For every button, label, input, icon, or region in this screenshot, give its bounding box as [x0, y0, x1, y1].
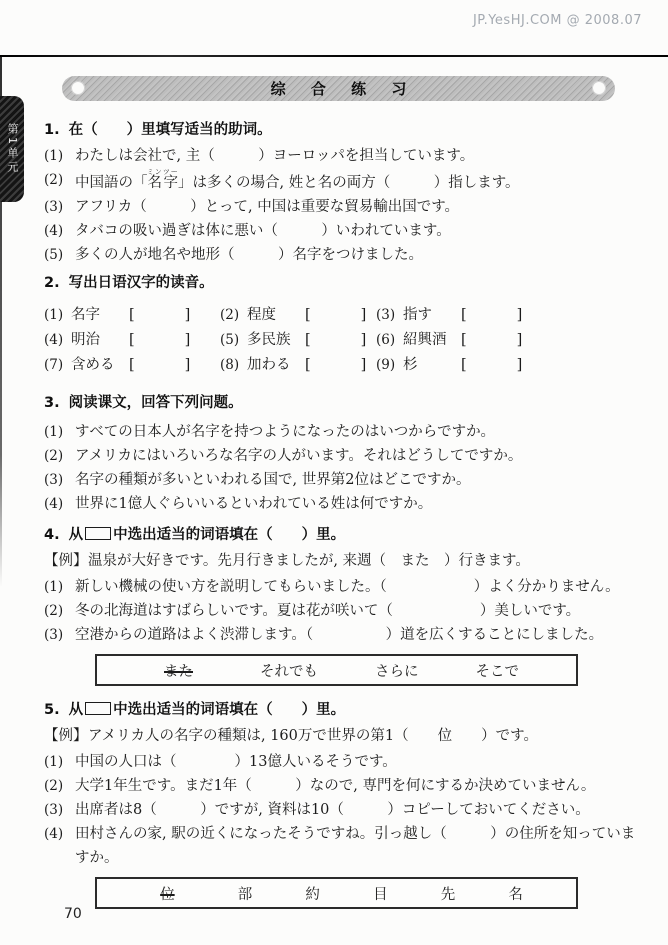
- item-text-pre: 中国語の「: [75, 175, 148, 191]
- item-number: (4): [44, 496, 64, 512]
- section-1-items: [44, 144, 646, 267]
- item-number: (3): [376, 307, 396, 323]
- question-item: [44, 444, 646, 468]
- item-number: (1): [44, 307, 64, 323]
- item-number: (2): [44, 172, 64, 188]
- banner-right-circle: [592, 81, 606, 95]
- item-text: 田村さんの家, 駅の近くになったそうですね。引っ越し（ ）の住所を知っていますか。: [75, 826, 636, 866]
- item-number: (1): [44, 579, 64, 595]
- bracket-close: ]: [360, 307, 367, 323]
- question-item: [44, 599, 646, 623]
- ruby-base: 名字: [146, 175, 179, 191]
- reading-cell: [376, 353, 646, 378]
- bracket-open: [: [305, 332, 311, 348]
- word-option: それでも: [260, 663, 318, 680]
- question-item: [44, 798, 646, 822]
- bracket-close: ]: [360, 332, 367, 348]
- item-number: (4): [44, 826, 64, 842]
- kanji-word: 杉: [403, 357, 418, 373]
- word-choice-box: [95, 877, 578, 909]
- item-number: (3): [44, 627, 64, 643]
- section-number: 1.: [44, 122, 60, 138]
- item-text: 出席者は8（ ）ですが, 資料は10（ ）コピーしておいてください。: [75, 802, 590, 818]
- item-text: アメリカにはいろいろな名字の人がいます。それはどうしてですか。: [75, 448, 523, 464]
- section-5-items: [44, 750, 646, 870]
- word-option: 先: [440, 886, 456, 903]
- example-text: アメリカ人の名字の種類は, 160万で世界の第1（ 位 ）です。: [88, 728, 538, 744]
- question-item: [44, 420, 646, 444]
- item-text: 大学1年生です。まだ1年（ ）なので, 専門を何にするか決めていません。: [75, 778, 596, 794]
- item-text: 世界に1億人ぐらいいるといわれている姓は何ですか。: [75, 496, 433, 512]
- bracket-close: ]: [184, 357, 191, 373]
- section-4-items: [44, 575, 646, 647]
- example-line: [44, 549, 646, 573]
- item-number: (2): [44, 448, 64, 464]
- item-number: (6): [376, 332, 396, 348]
- item-text: 多くの人が地名や地形（ ）名字をつけました。: [75, 247, 423, 263]
- bracket-close: ]: [360, 357, 367, 373]
- item-number: (3): [44, 802, 64, 818]
- section-4: [44, 523, 646, 686]
- item-text: 新しい機械の使い方を説明してもらいました。（ ）よく分かりません。: [75, 579, 620, 595]
- item-number: (4): [44, 332, 64, 348]
- item-number: (1): [44, 754, 64, 770]
- question-item: [44, 750, 646, 774]
- question-item: [44, 623, 646, 647]
- bracket-close: ]: [184, 307, 191, 323]
- kanji-word: 明治: [71, 332, 100, 348]
- blank-box-icon: [85, 702, 111, 715]
- word-option: 目: [373, 886, 388, 903]
- section-5: [44, 698, 646, 909]
- kanji-word: 多民族: [247, 332, 291, 348]
- example-label: 【例】: [44, 728, 88, 744]
- word-option: 名: [508, 886, 523, 903]
- kanji-word: 名字: [71, 307, 100, 323]
- kanji-word: 加わる: [247, 357, 291, 373]
- reading-cell: [376, 303, 646, 328]
- section-3-header: [44, 391, 646, 415]
- reading-cell: [44, 303, 220, 328]
- item-number: (7): [44, 357, 64, 373]
- item-number: (8): [220, 357, 240, 373]
- section-title: [69, 523, 346, 547]
- title-post: 中选出适当的词语填在（ ）里。: [113, 702, 346, 718]
- bracket-open: [: [129, 332, 135, 348]
- item-text: 空港からの道路はよく渋滞します。（ ）道を広くすることにしました。: [75, 627, 604, 643]
- section-number: 2.: [44, 275, 60, 291]
- section-2: [44, 271, 646, 378]
- bracket-open: [: [461, 357, 467, 373]
- word-option: さらに: [375, 663, 419, 680]
- example-text: 温泉が大好きです。先月行きましたが, 来週（ また ）行きます。: [88, 553, 530, 569]
- watermark: JP.YesHJ.COM @ 2008.07: [472, 13, 642, 28]
- question-item: [44, 219, 646, 243]
- section-3: [44, 391, 646, 516]
- item-text: 中国の人口は（ ）13億人いるそうです。: [75, 754, 397, 770]
- section-number: 4.: [44, 527, 60, 543]
- item-text: アフリカ（ ）とって, 中国は重要な貿易輸出国です。: [75, 199, 460, 215]
- bracket-open: [: [305, 357, 311, 373]
- section-title: 在（ ）里填写适当的助词。: [68, 122, 272, 138]
- question-item: [44, 243, 646, 267]
- item-number: (3): [44, 199, 64, 215]
- word-option: 部: [237, 886, 253, 903]
- banner-title: 综 合 练 习: [270, 80, 417, 98]
- word-option: そこで: [475, 663, 519, 680]
- section-5-header: [44, 698, 646, 722]
- bracket-close: ]: [184, 332, 191, 348]
- item-number: (3): [44, 472, 64, 488]
- item-text: [75, 168, 646, 195]
- item-number: (2): [44, 778, 64, 794]
- bracket-close: ]: [516, 307, 523, 323]
- unit-tab-label: 第1单元: [6, 123, 19, 175]
- question-item: [44, 774, 646, 798]
- word-option: 位: [160, 886, 175, 903]
- word-option: また: [164, 663, 193, 680]
- word-choice-box: [95, 654, 578, 686]
- bracket-open: [: [461, 307, 467, 323]
- kanji-word: 程度: [247, 307, 276, 323]
- section-3-items: [44, 420, 646, 516]
- question-item: [44, 468, 646, 492]
- item-number: (9): [376, 357, 396, 373]
- item-number: (2): [44, 603, 64, 619]
- bracket-close: ]: [516, 332, 523, 348]
- question-item: [44, 822, 646, 870]
- question-item: [44, 492, 646, 516]
- item-text: 名字の種類が多いといわれる国で, 世界第2位はどこですか。: [75, 472, 471, 488]
- title-post: 中选出适当的词语填在（ ）里。: [113, 527, 346, 543]
- ruby-furigana: ミンツー: [146, 168, 179, 176]
- section-banner: [62, 76, 615, 101]
- section-1-header: [44, 118, 646, 142]
- item-text: タバコの吸い過ぎは体に悪い（ ）いわれています。: [75, 223, 451, 239]
- section-title: 写出日语汉字的读音。: [68, 275, 214, 291]
- word-option: 約: [305, 886, 320, 903]
- item-text-post: 」は多くの場合, 姓と名の両方（ ）指します。: [178, 175, 520, 191]
- bracket-open: [: [461, 332, 467, 348]
- kanji-word: 含める: [71, 357, 115, 373]
- title-pre: 从: [68, 527, 84, 543]
- kanji-word: 紹興酒: [403, 332, 447, 348]
- question-item: [44, 144, 646, 168]
- reading-grid: [44, 303, 646, 378]
- bracket-close: ]: [516, 357, 523, 373]
- reading-cell: [44, 353, 220, 378]
- banner-left-circle: [71, 81, 85, 95]
- section-4-header: [44, 523, 646, 547]
- section-number: 5.: [44, 702, 60, 718]
- unit-tab: [0, 96, 24, 202]
- reading-cell: [376, 328, 646, 353]
- question-item: [44, 575, 646, 599]
- example-line: [44, 724, 646, 748]
- title-pre: 从: [68, 702, 84, 718]
- bracket-open: [: [129, 357, 135, 373]
- section-1: [44, 118, 646, 267]
- kanji-word: 指す: [403, 307, 432, 323]
- top-rule-divider: [0, 55, 668, 57]
- reading-cell: [220, 353, 376, 378]
- item-text: 冬の北海道はすばらしいです。夏は花が咲いて（ ）美しいです。: [75, 603, 581, 619]
- ruby-word: [146, 168, 179, 191]
- item-text: わたしは会社で, 主（ ）ヨーロッパを担当しています。: [75, 148, 475, 164]
- reading-cell: [44, 328, 220, 353]
- blank-box-icon: [85, 527, 111, 540]
- section-number: 3.: [44, 395, 60, 411]
- item-text: すべての日本人が名字を持つようになったのはいつからですか。: [75, 424, 496, 440]
- item-number: (1): [44, 148, 64, 164]
- item-number: (4): [44, 223, 64, 239]
- bracket-open: [: [305, 307, 311, 323]
- reading-cell: [220, 328, 376, 353]
- section-2-header: [44, 271, 646, 295]
- question-item: [44, 195, 646, 219]
- section-title: 阅读课文，回答下列问题。: [68, 395, 243, 411]
- question-item: [44, 168, 646, 195]
- item-number: (5): [220, 332, 240, 348]
- item-number: (2): [220, 307, 240, 323]
- page-number: 70: [64, 906, 82, 922]
- reading-cell: [220, 303, 376, 328]
- item-number: (5): [44, 247, 64, 263]
- example-label: 【例】: [44, 553, 88, 569]
- bracket-open: [: [129, 307, 135, 323]
- item-number: (1): [44, 424, 64, 440]
- section-title: [69, 698, 346, 722]
